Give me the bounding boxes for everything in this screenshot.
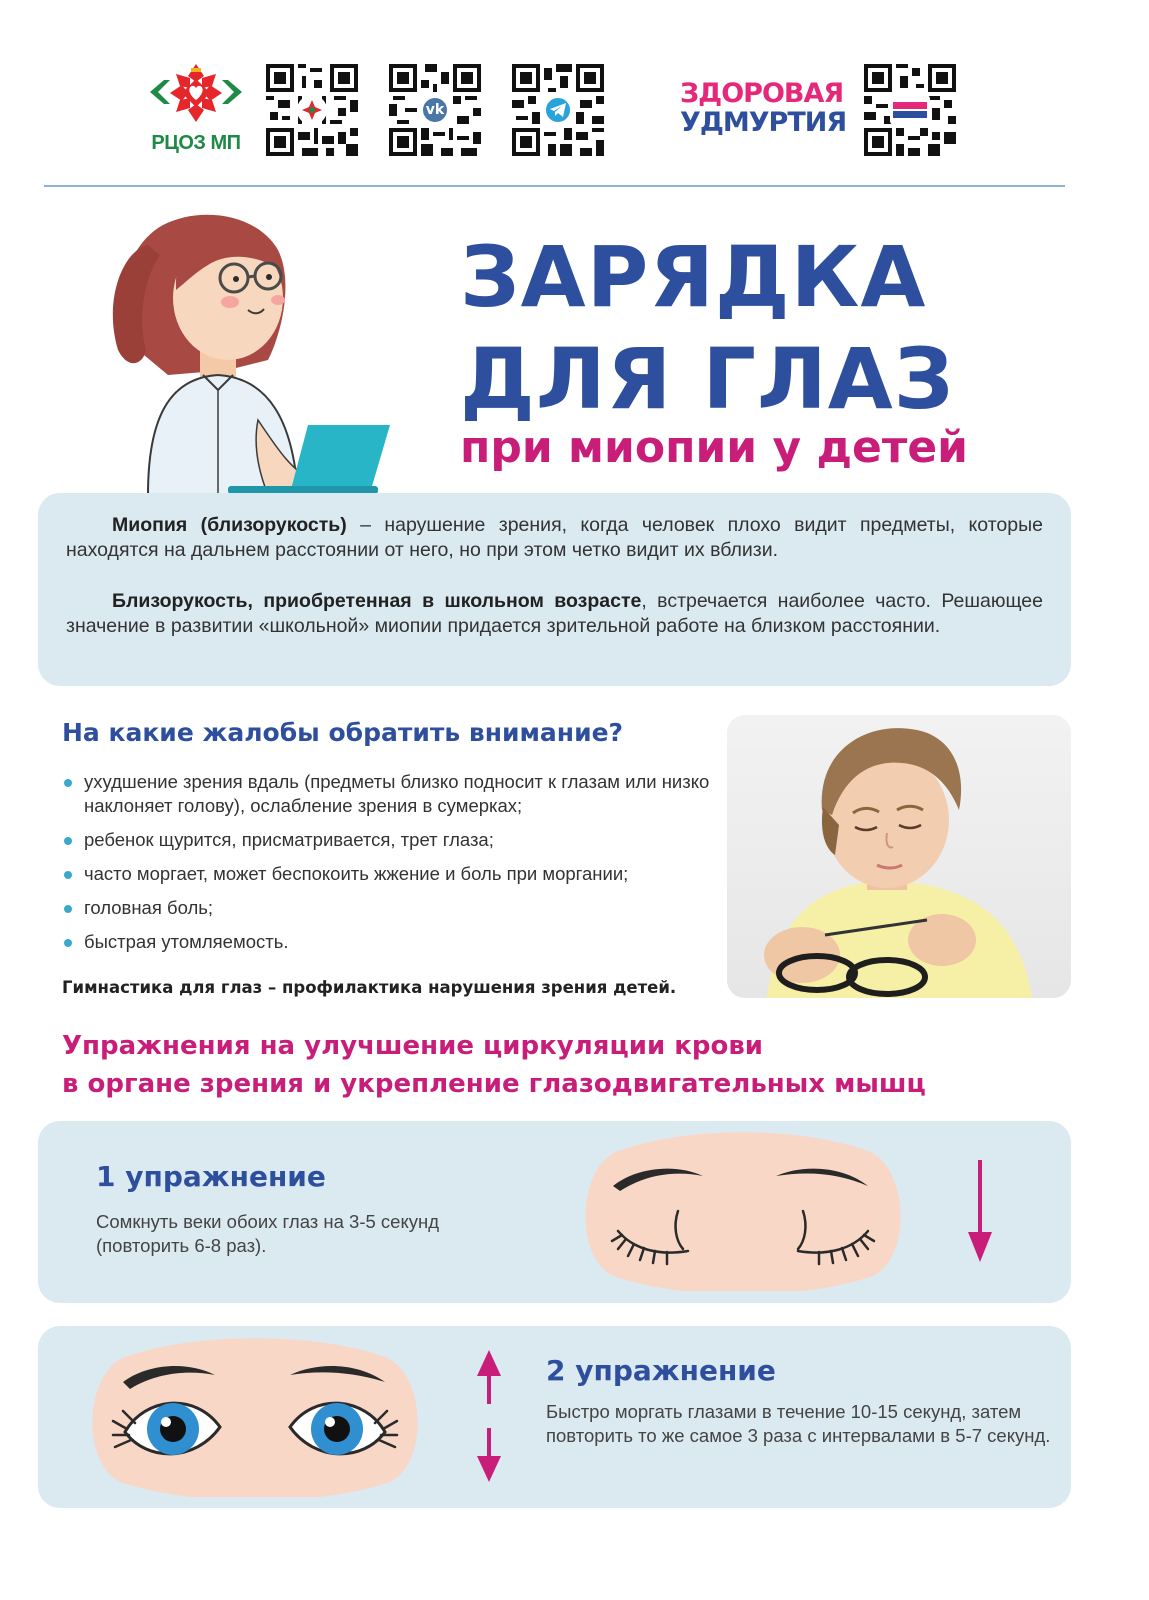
complaints-list [62,770,722,964]
rcz-logo [150,62,242,158]
list-item: ребенок щурится, присматривается, трет глаза; [62,828,722,852]
list-item: часто моргает, может беспокоить жжение и боль при моргании; [62,862,722,886]
intro-panel [38,493,1071,686]
exercises-heading-line2: в органе зрения и укрепление глазодвигательных мышц [62,1069,926,1099]
intro-school-text: , встречается наиболее часто. Решающее значение в развитии «школьной» миопии придается зрительной работе на близком расстоянии. [66,590,1043,637]
zdorovaya-emblem-icon [890,95,930,125]
title-line2: ДЛЯ ГЛАЗ [460,330,955,428]
qr-code-rcz[interactable] [266,64,358,156]
gymnastics-note: Гимнастика для глаз – профилактика нарушения зрения детей. [62,978,677,997]
exercise-2-text: Быстро моргать глазами в течение 10-15 секунд, затем повторить то же самое 3 раза с интервалами в 5-7 секунд. [546,1401,1051,1446]
zdorovaya-logo-line1: ЗДОРОВАЯ [680,78,844,109]
arrow-up-down-icon [474,1350,504,1482]
intro-paragraph-1 [66,513,1043,563]
list-item: быстрая утомляемость. [62,930,722,954]
header-divider [44,185,1065,187]
qr-code-vk[interactable] [389,64,481,156]
page-subtitle: при миопии у детей [460,422,968,473]
vk-icon: vk [420,95,450,125]
exercise-1-title: 1 упражнение [96,1160,326,1193]
open-eyes-illustration [85,1337,425,1497]
intro-term-myopia: Миопия (близорукость) [112,514,347,536]
zdorovaya-udmurtiya-logo [680,80,860,142]
intro-definition: – нарушение зрения, когда человек плохо видит предметы, которые находятся на дальнем расстоянии от него, но при этом четко видит их вблизи. [66,514,1043,561]
closed-eyes-illustration [578,1131,908,1291]
exercise-1-text: Сомкнуть веки обоих глаз на 3-5 секунд (повторить 6-8 раз). [96,1211,440,1256]
exercise-2-title: 2 упражнение [546,1354,776,1387]
rcz-emblem-icon [150,62,242,130]
rcz-label: РЦОЗ МП [151,132,241,154]
exercises-heading [62,1027,926,1103]
zdorovaya-logo-line2: УДМУРТИЯ [680,107,847,138]
intro-term-school-myopia: Близорукость, приобретенная в школьном возрасте [112,590,642,612]
boy-with-glasses-photo [727,715,1071,998]
complaints-heading: На какие жалобы обратить внимание? [62,718,624,747]
qr-code-zdorovaya[interactable] [864,64,956,156]
list-item: головная боль; [62,896,722,920]
list-item: ухудшение зрения вдаль (предметы близко подносит к глазам или низко наклоняет голову), ослабление зрения в сумерках; [62,770,722,818]
page-title [460,226,1120,430]
exercises-heading-line1: Упражнения на улучшение циркуляции крови [62,1031,764,1061]
qr-code-telegram[interactable] [512,64,604,156]
title-line1: ЗАРЯДКА [460,228,927,326]
arrow-down-icon [965,1160,995,1265]
doctor-illustration [108,210,398,495]
rcz-emblem-icon [297,95,327,125]
intro-paragraph-2 [66,589,1043,639]
telegram-icon [543,95,573,125]
